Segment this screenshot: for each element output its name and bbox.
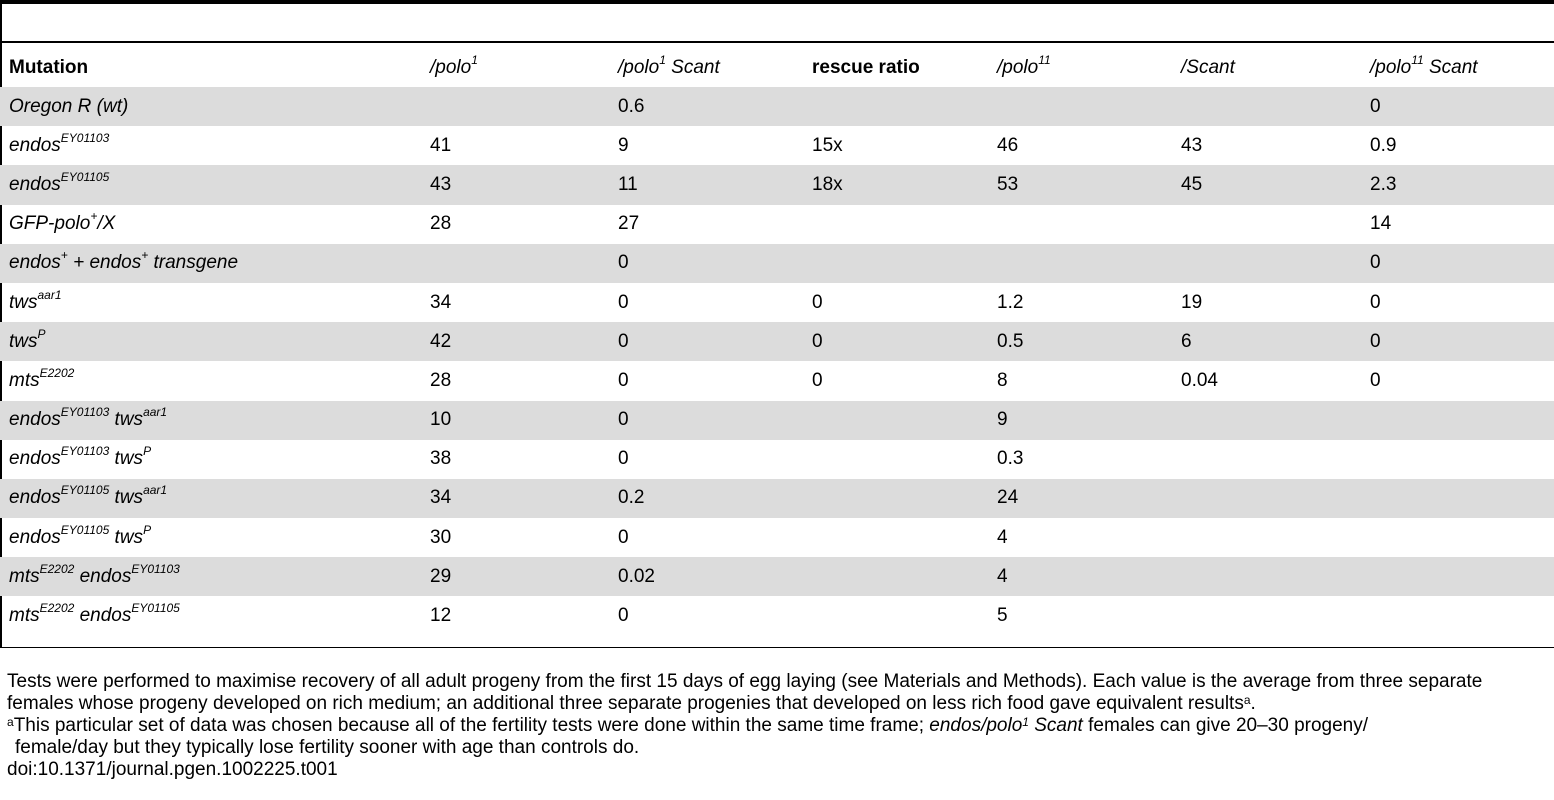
table-row [0, 596, 1554, 635]
value-cell-2: 0 [618, 244, 812, 283]
column-header-suffix: Scant [665, 57, 720, 78]
table-footnote-a [7, 715, 1552, 737]
value-cell-2: 0 [618, 369, 629, 391]
allele-superscript: EY01103 [60, 405, 110, 420]
column-header-text: /polo [430, 57, 472, 78]
column-header-superscript: 1 [471, 53, 478, 67]
value-cell-3 [812, 596, 997, 635]
table-body [0, 87, 1554, 636]
allele-superscript: EY01103 [60, 444, 110, 459]
value-cell-4: 4 [997, 526, 1008, 548]
mutation-cell [0, 401, 430, 440]
column-header-5 [1181, 49, 1370, 87]
mutation-text: GFP-polo [9, 213, 91, 235]
value-cell-5: 43 [1181, 134, 1203, 156]
table-row [0, 244, 1554, 283]
value-cell-4 [997, 87, 1181, 126]
footnote-a-text-end: females can give 20–30 progeny/ [1082, 715, 1369, 736]
value-cell-2: 11 [618, 165, 812, 204]
value-cell-5: 6 [1181, 322, 1370, 361]
footnote-a-genotype: endos/polo [929, 715, 1023, 736]
column-header-superscript: 11 [1038, 53, 1051, 67]
value-cell-3 [812, 244, 997, 283]
value-cell-1: 28 [430, 369, 452, 391]
column-header-3 [812, 49, 997, 87]
value-cell-6 [1370, 518, 1554, 557]
column-header-1 [430, 49, 618, 87]
allele-superscript: P [143, 522, 152, 537]
mutation-text: endos [74, 565, 132, 587]
value-cell-5 [1181, 440, 1370, 479]
mutation-cell [0, 440, 430, 479]
mutation-cell [0, 322, 430, 361]
column-header-text: /polo [1370, 57, 1412, 78]
allele-superscript: aar1 [143, 405, 168, 420]
footnote-a-continuation: female/day but they typically lose fertility sooner with age than controls do. [15, 737, 640, 758]
column-header-6 [1370, 49, 1554, 87]
mutation-cell [0, 557, 430, 596]
value-cell-4 [997, 205, 1181, 244]
value-cell-1: 29 [430, 557, 618, 596]
value-cell-3 [812, 401, 997, 440]
fertility-table [0, 49, 1554, 636]
allele-superscript: + [90, 209, 98, 224]
table-footnote-a-cont [15, 737, 1554, 759]
value-cell-1: 34 [430, 479, 618, 518]
mutation-text: transgene [148, 252, 239, 274]
mutation-text: mts [9, 369, 40, 391]
value-cell-2: 0 [618, 401, 812, 440]
value-cell-4: 0.5 [997, 322, 1181, 361]
mutation-text: tws [9, 291, 38, 313]
value-cell-3 [812, 518, 997, 557]
column-header-0 [0, 49, 430, 87]
value-cell-4: 9 [997, 401, 1181, 440]
mutation-cell [0, 126, 430, 165]
value-cell-5: 0.04 [1181, 369, 1218, 391]
table-row [0, 205, 1554, 244]
value-cell-6: 14 [1370, 213, 1392, 235]
mutation-text: tws [109, 487, 144, 509]
value-cell-6 [1370, 557, 1554, 596]
mutation-cell [0, 479, 430, 518]
table-top-rule [0, 0, 1554, 4]
value-cell-2: 9 [618, 134, 629, 156]
column-header-text: /polo [618, 57, 660, 78]
table-row [0, 440, 1554, 479]
value-cell-4: 46 [997, 134, 1019, 156]
column-header-superscript: 11 [1411, 53, 1424, 67]
mutation-text: endos [9, 448, 61, 470]
value-cell-2: 0.6 [618, 87, 812, 126]
value-cell-4: 8 [997, 369, 1008, 391]
mutation-cell [0, 361, 430, 400]
allele-superscript: aar1 [143, 483, 168, 498]
value-cell-3 [812, 479, 997, 518]
table-bottom-rule [0, 647, 1554, 648]
table-row [0, 87, 1554, 126]
allele-superscript: P [37, 326, 46, 341]
mutation-text: tws [109, 526, 144, 548]
value-cell-2: 0 [618, 605, 629, 627]
allele-superscript: + [141, 248, 149, 263]
table-row [0, 401, 1554, 440]
value-cell-4: 24 [997, 479, 1181, 518]
value-cell-1: 42 [430, 322, 618, 361]
table-footnote-main: Tests were performed to maximise recovery of all adult progeny from the first 15 days of egg laying (see Materials and Methods). Each value is the average from three separate females whose progeny developed on rich medium; an additional three separate progenies that developed on less rich food gave equivalent results$^a$. [7, 671, 1483, 714]
value-cell-6 [1370, 401, 1554, 440]
value-cell-2: 0.02 [618, 557, 812, 596]
value-cell-6 [1370, 479, 1554, 518]
value-cell-3: 0 [812, 291, 823, 313]
value-cell-6: 0 [1370, 369, 1381, 391]
value-cell-1 [430, 87, 618, 126]
value-cell-1 [430, 244, 618, 283]
allele-superscript: E2202 [39, 365, 75, 380]
mutation-text: endos [9, 409, 61, 431]
column-header-text: /polo [997, 57, 1039, 78]
value-cell-1: 41 [430, 134, 452, 156]
value-cell-4: 53 [997, 165, 1181, 204]
table-row [0, 557, 1554, 596]
value-cell-1: 34 [430, 291, 452, 313]
value-cell-3 [812, 557, 997, 596]
table-row [0, 283, 1554, 322]
value-cell-6: 0 [1370, 322, 1554, 361]
value-cell-2: 0 [618, 322, 812, 361]
value-cell-5 [1181, 557, 1370, 596]
allele-superscript: EY01105 [60, 169, 110, 184]
value-cell-1: 28 [430, 213, 452, 235]
column-header-text: /Scant [1181, 57, 1235, 78]
value-cell-3: 18x [812, 165, 997, 204]
mutation-text: endos [9, 134, 61, 156]
value-cell-1: 30 [430, 526, 452, 548]
table-row [0, 126, 1554, 165]
value-cell-3 [812, 440, 997, 479]
mutation-text: + endos [67, 252, 142, 274]
allele-superscript: EY01105 [60, 483, 110, 498]
column-header-superscript: 1 [659, 53, 666, 67]
table-row [0, 322, 1554, 361]
value-cell-6 [1370, 440, 1554, 479]
value-cell-1: 12 [430, 605, 452, 627]
mutation-text: tws [9, 330, 38, 352]
mutation-text: endos [9, 173, 61, 195]
value-cell-2: 0 [618, 448, 629, 470]
footnote-a-genotype-scant: Scant [1028, 715, 1083, 736]
column-header-text: Mutation [9, 57, 89, 78]
value-cell-2: 27 [618, 213, 640, 235]
allele-superscript: P [143, 444, 152, 459]
mutation-cell [0, 596, 430, 635]
doi-text: doi:10.1371/journal.pgen.1002225.t001 [7, 759, 338, 780]
value-cell-5: 19 [1181, 291, 1203, 313]
value-cell-2: 0 [618, 291, 629, 313]
allele-superscript: aar1 [37, 287, 62, 302]
mutation-cell [0, 87, 430, 126]
mutation-cell [0, 165, 430, 204]
allele-superscript: EY01105 [60, 522, 110, 537]
mutation-cell [0, 244, 430, 283]
value-cell-3 [812, 87, 997, 126]
mutation-cell [0, 518, 430, 557]
table-row [0, 361, 1554, 400]
value-cell-4: 0.3 [997, 448, 1024, 470]
value-cell-4: 1.2 [997, 291, 1024, 313]
allele-superscript: E2202 [39, 561, 75, 576]
mutation-text: endos [9, 487, 61, 509]
value-cell-6 [1370, 596, 1554, 635]
table-row [0, 479, 1554, 518]
value-cell-5 [1181, 518, 1370, 557]
allele-superscript: EY01103 [60, 130, 110, 145]
value-cell-1: 43 [430, 165, 618, 204]
mutation-text: endos [9, 252, 61, 274]
value-cell-6: 0 [1370, 291, 1381, 313]
table-row [0, 165, 1554, 204]
value-cell-5 [1181, 596, 1370, 635]
mutation-text: endos [74, 605, 132, 627]
value-cell-5 [1181, 401, 1370, 440]
value-cell-1: 10 [430, 401, 618, 440]
value-cell-4: 5 [997, 605, 1008, 627]
table-header-rule [0, 41, 1554, 43]
allele-superscript: + [60, 248, 68, 263]
value-cell-6: 0 [1370, 244, 1554, 283]
footnote-a-marker: a [7, 715, 14, 729]
value-cell-1: 38 [430, 448, 452, 470]
doi-line [7, 759, 1552, 781]
footnote-a-genotype-sup: 1 [1022, 715, 1029, 729]
mutation-cell [0, 205, 430, 244]
value-cell-6: 2.3 [1370, 165, 1554, 204]
mutation-cell [0, 283, 430, 322]
table-row [0, 518, 1554, 557]
value-cell-3: 0 [812, 322, 997, 361]
value-cell-5 [1181, 87, 1370, 126]
mutation-text: tws [109, 448, 144, 470]
mutation-text: /X [97, 213, 116, 235]
mutation-text: mts [9, 605, 40, 627]
column-header-2 [618, 49, 812, 87]
value-cell-3: 0 [812, 369, 823, 391]
value-cell-6: 0 [1370, 87, 1554, 126]
value-cell-5 [1181, 244, 1370, 283]
value-cell-3: 15x [812, 134, 843, 156]
value-cell-2: 0 [618, 526, 629, 548]
allele-superscript: E2202 [39, 601, 75, 616]
allele-superscript: EY01103 [131, 561, 180, 576]
mutation-text: endos [9, 526, 61, 548]
value-cell-5 [1181, 205, 1370, 244]
value-cell-4 [997, 244, 1181, 283]
footnote-text: Tests were performed to maximise recovery of all adult progeny from the first 15 days of egg laying (see Materials and Methods). Each value is the average from three separate females whose progeny developed on rich medium; an additional three separate progenies that developed on less rich food gave equivalent results [7, 671, 1483, 714]
mutation-text: Oregon R (wt) [9, 95, 129, 117]
allele-superscript: EY01105 [131, 601, 180, 616]
column-header-4 [997, 49, 1181, 87]
footnote-a-text: This particular set of data was chosen because all of the fertility tests were done within the same time frame; [13, 715, 930, 736]
value-cell-6: 0.9 [1370, 134, 1397, 156]
mutation-text: tws [109, 409, 144, 431]
column-header-text: rescue ratio [812, 57, 920, 78]
value-cell-5: 45 [1181, 165, 1370, 204]
table-header-row [0, 49, 1554, 87]
value-cell-5 [1181, 479, 1370, 518]
value-cell-4: 4 [997, 557, 1181, 596]
footnote-marker: a [1243, 693, 1251, 707]
value-cell-3 [812, 205, 997, 244]
mutation-text: mts [9, 565, 40, 587]
column-header-suffix: Scant [1423, 57, 1478, 78]
value-cell-2: 0.2 [618, 479, 812, 518]
